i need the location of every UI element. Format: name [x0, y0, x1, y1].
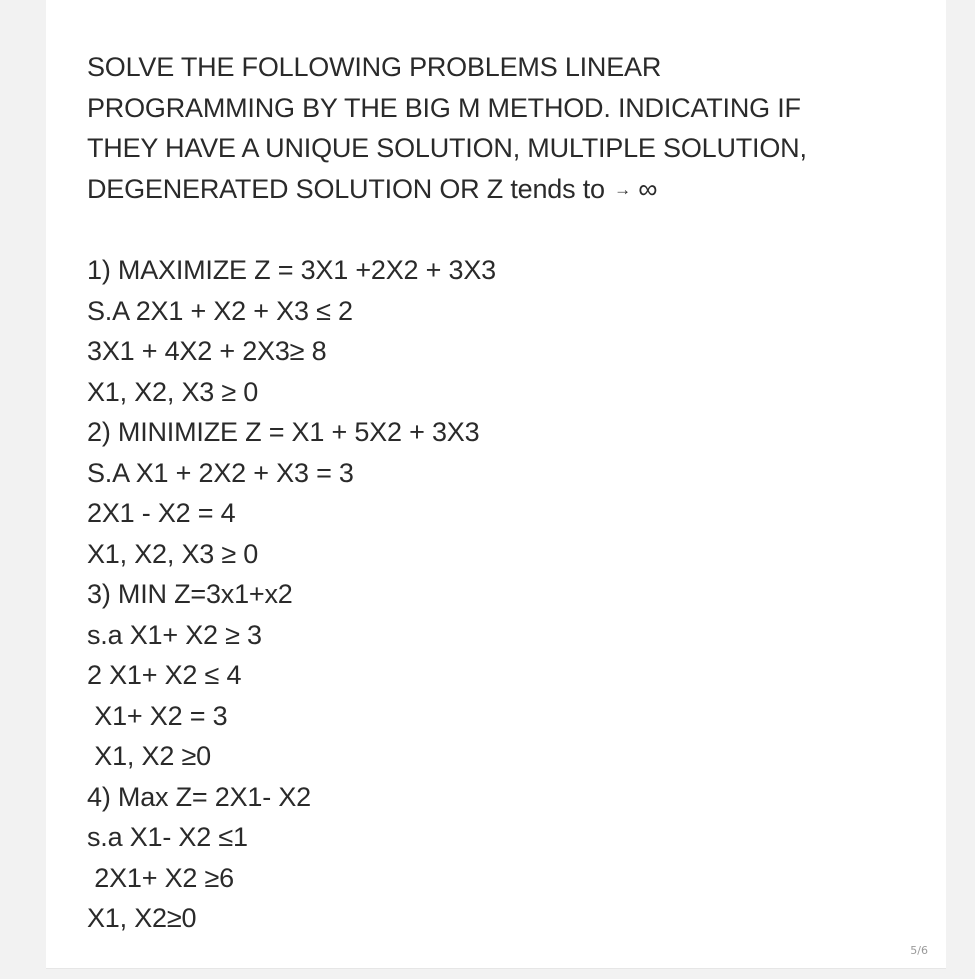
- problem-line: S.A 2X1 + X2 + X3 ≤ 2: [87, 295, 353, 326]
- infinity-symbol: ∞: [630, 173, 658, 204]
- problem-line: s.a X1+ X2 ≥ 3: [87, 619, 262, 650]
- problem-line: 3) MIN Z=3x1+x2: [87, 579, 293, 609]
- problem-line: s.a X1- X2 ≤1: [87, 822, 248, 852]
- problem-line: 2X1+ X2 ≥6: [87, 862, 234, 893]
- instructions-line: [87, 169, 907, 211]
- problem-line: 4) Max Z= 2X1- X2: [87, 781, 311, 812]
- page-indicator: 5/6: [910, 944, 928, 957]
- problem-line: S.A X1 + 2X2 + X3 = 3: [87, 457, 354, 488]
- problem-line: X1, X2≥0: [87, 903, 197, 933]
- problem-line: 2 X1+ X2 ≤ 4: [87, 660, 242, 690]
- problem-line: 1) MAXIMIZE Z = 3X1 +2X2 + 3X3: [87, 255, 496, 285]
- problem-line: X1, X2, X3 ≥ 0: [87, 376, 259, 407]
- problem-line: X1, X2 ≥0: [87, 741, 211, 771]
- instructions-paragraph: [87, 47, 907, 211]
- instructions-line: PROGRAMMING BY THE BIG M METHOD. INDICATING IF: [87, 92, 801, 123]
- problem-line: X1+ X2 = 3: [87, 700, 228, 731]
- arrow-icon: →: [614, 180, 631, 200]
- problem-line: 2X1 - X2 = 4: [87, 498, 236, 528]
- problem-line: 2) MINIMIZE Z = X1 + 5X2 + 3X3: [87, 417, 480, 447]
- problem-line: X1, X2, X3 ≥ 0: [87, 538, 259, 569]
- instructions-text: DEGENERATED SOLUTION OR Z tends to: [87, 173, 613, 204]
- instructions-line: THEY HAVE A UNIQUE SOLUTION, MULTIPLE SOLUTION,: [87, 133, 807, 163]
- instructions-line: SOLVE THE FOLLOWING PROBLEMS LINEAR: [87, 52, 662, 82]
- page-bottom-divider: [46, 968, 946, 969]
- document-page: [46, 0, 946, 968]
- problem-line: 3X1 + 4X2 + 2X3≥ 8: [87, 336, 327, 366]
- problem-list: [87, 250, 907, 939]
